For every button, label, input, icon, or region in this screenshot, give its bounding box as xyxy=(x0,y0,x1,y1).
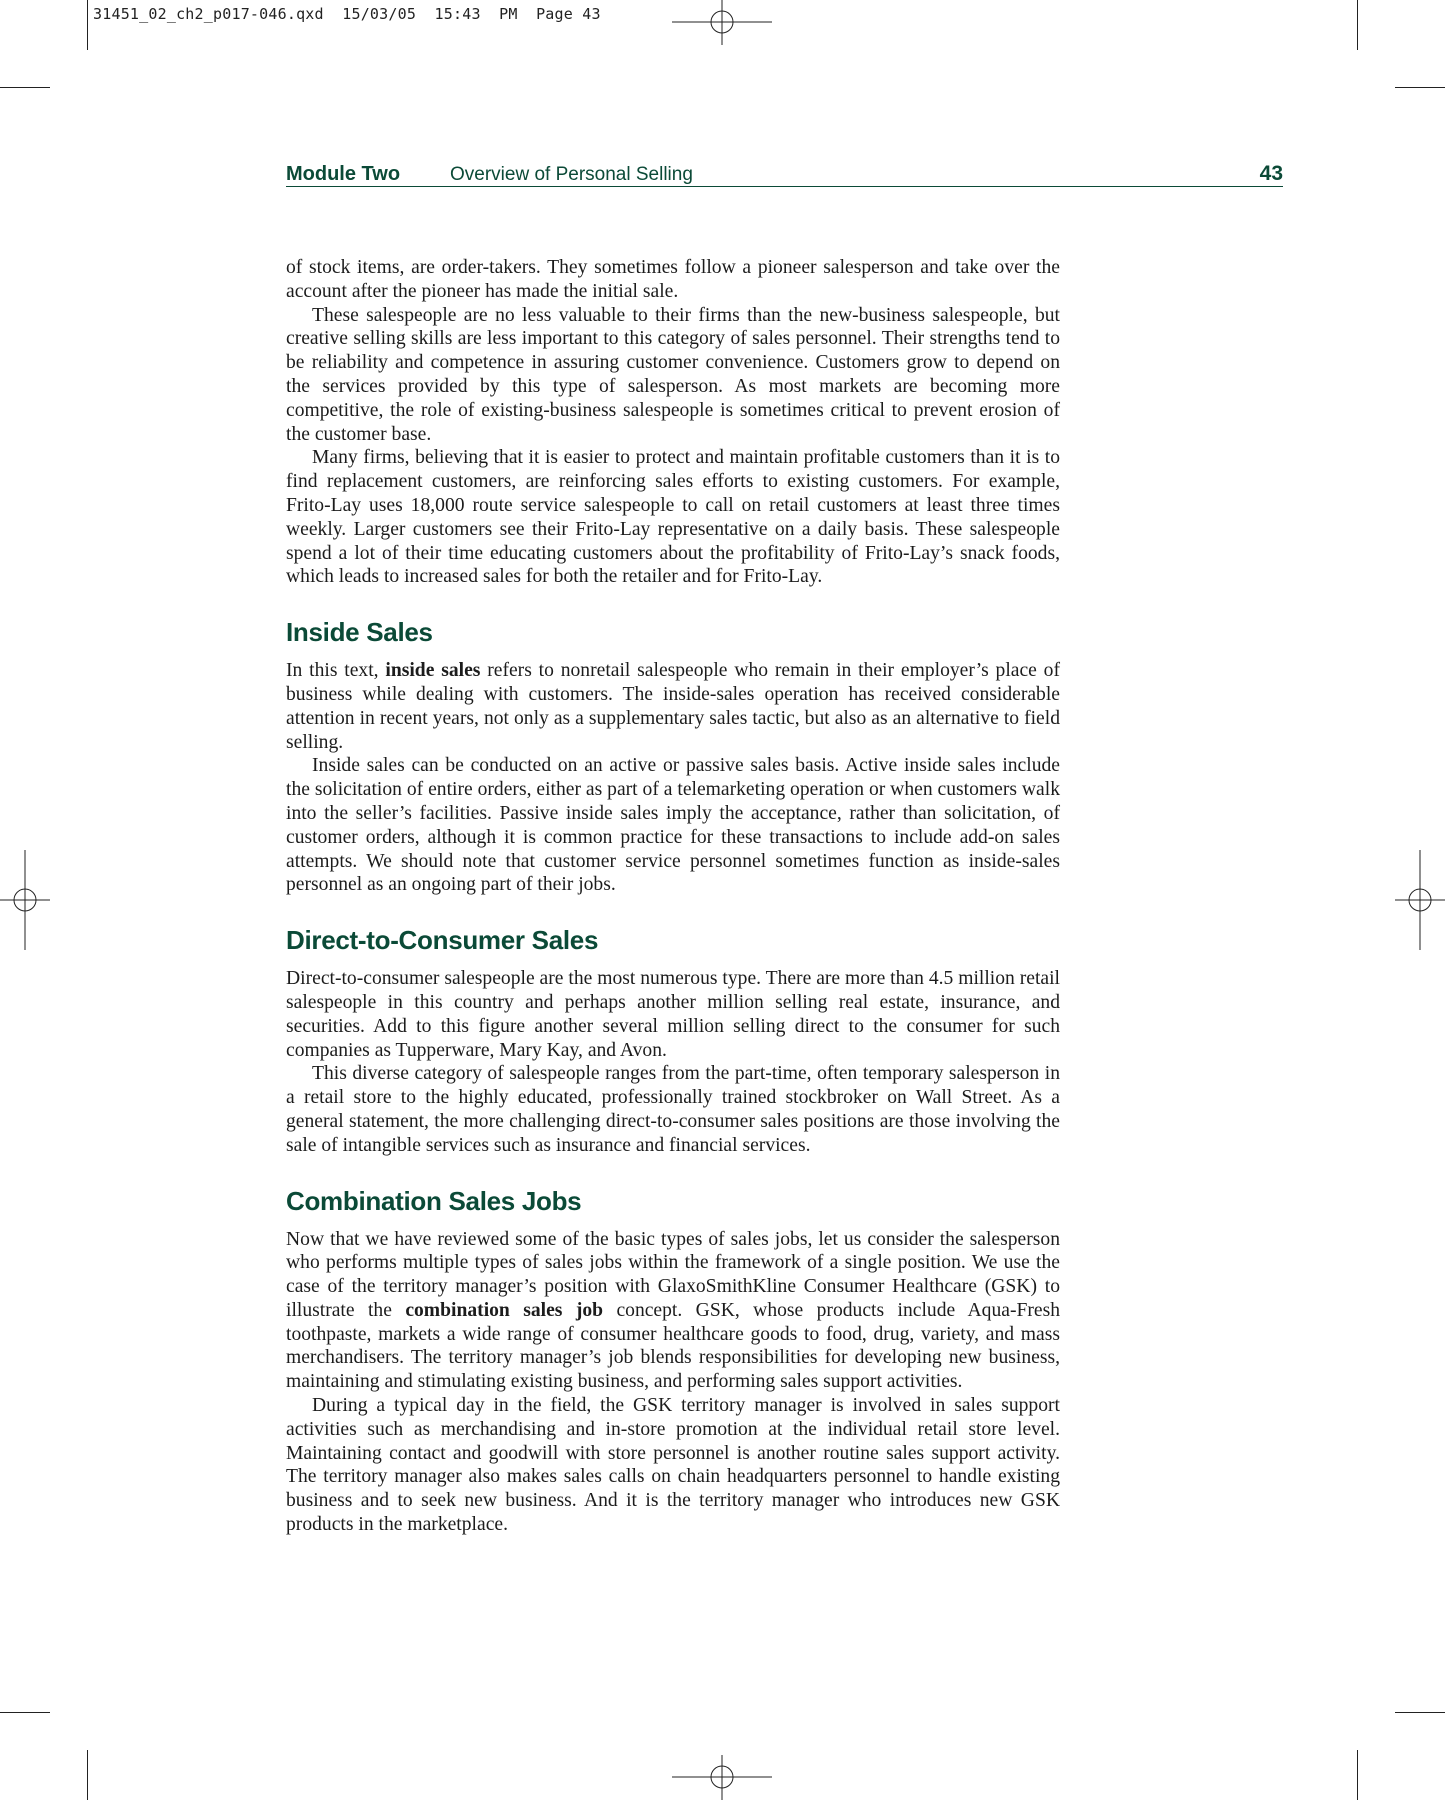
combination-sales-p1-rest: concept. GSK, whose products include Aqua-Fresh toothpaste, markets a wide range of consumer healthcare goods to food, drug, variety, and mass merchandisers. The territory manager’s job blends responsibilities for developing new business, maintaining and stimulating existing business, and performing sales support activities. xyxy=(286,1299,1061,1393)
combination-sales-paragraph-2: During a typical day in the field, the GSK territory manager is involved in sales support activities such as merchandising and in-store promotion at the individual retail store level. Maintaining contact and goodwill with store personnel is another routine sales support activity. The territory manager also makes sales calls on chain headquarters personnel to handle existing business and to seek new business. And it is the territory manager who introduces new GSK products in the marketplace. xyxy=(286,1395,1060,1536)
crop-mark-top-left-vertical xyxy=(87,0,88,50)
intro-paragraph-1: of stock items, are order-takers. They sometimes follow a pioneer salesperson and take over the account after the pioneer has made the initial sale. xyxy=(286,257,1060,302)
crop-mark-bottom-right-vertical xyxy=(1357,1750,1358,1800)
inside-sales-paragraph-1 xyxy=(286,659,1060,754)
crop-mark-bottom-left-vertical xyxy=(87,1750,88,1800)
inside-sales-p1-lead: In this text, xyxy=(286,660,386,682)
intro-paragraph-2: These salespeople are no less valuable to their firms than the new-business salespeople, but creative selling skills are less important to this category of sales personnel. Their strengths tend to be reliability and competence in assuring customer convenience. Customers grow to depend on the services provided by this type of salesperson. As most markets are becoming more competitive, the role of existing-business salespeople is sometimes critical to prevent erosion of the customer base. xyxy=(286,304,1060,445)
inside-sales-heading: Inside Sales xyxy=(286,617,433,648)
crop-mark-bottom-right-horizontal xyxy=(1395,1712,1445,1713)
crop-mark-top-right-horizontal xyxy=(1395,87,1445,88)
registration-mark-left-icon xyxy=(0,850,50,950)
intro-paragraph-3: Many firms, believing that it is easier to protect and maintain profitable customers than it is to find replacement customers, are reinforcing sales efforts to existing customers. For example, Frito-Lay uses 18,000 route service salespeople to call on retail customers at least three times weekly. Larger customers see their Frito-Lay representative on a daily basis. These salespeople spend a lot of their time educating customers about the profitability of Frito-Lay’s snack foods, which leads to increased sales for both the retailer and for Frito-Lay. xyxy=(286,447,1060,588)
print-slug-line: 31451_02_ch2_p017-046.qxd 15/03/05 15:43 PM Page 43 xyxy=(93,5,601,23)
combination-sales-heading: Combination Sales Jobs xyxy=(286,1185,582,1216)
combination-sales-p1-lead: Now that we have reviewed some of the basic types of sales jobs, let us consider the salesperson who performs multiple types of sales jobs within the framework of a single position. We use the case of the territory manager’s position with GlaxoSmithKline Consumer Healthcare (GSK) to illustrate the xyxy=(286,1228,1060,1321)
inside-sales-paragraph-2: Inside sales can be conducted on an active or passive sales basis. Active inside sales include the solicitation of entire orders, either as part of a telemarketing operation or when customers walk into the seller’s facilities. Passive inside sales imply the acceptance, rather than solicitation, of customer orders, although it is common practice for these transactions to include add-on sales attempts. We should note that customer service personnel sometimes function as inside-sales personnel as an ongoing part of their jobs. xyxy=(286,755,1060,896)
inside-sales-p1-rest: refers to nonretail salespeople who remain in their employer’s place of business while dealing with customers. The inside-sales operation has received considerable attention in recent years, not only as a supplementary sales tactic, but also as an alternative to field selling. xyxy=(286,660,1060,753)
running-head-title: Overview of Personal Selling xyxy=(450,164,693,185)
registration-mark-bottom-icon xyxy=(672,1755,772,1800)
crop-mark-bottom-left-horizontal xyxy=(0,1712,50,1713)
direct-sales-heading: Direct-to-Consumer Sales xyxy=(286,925,599,956)
registration-mark-top-icon xyxy=(672,0,772,45)
running-head xyxy=(286,160,1283,187)
direct-sales-paragraph-2: This diverse category of salespeople ranges from the part-time, often temporary salesperson in a retail store to the highly educated, professionally trained stockbroker on Wall Street. As a general statement, the more challenging direct-to-consumer sales positions are those involving the sale of intangible services such as insurance and financial services. xyxy=(286,1063,1060,1156)
crop-mark-top-right-vertical xyxy=(1357,0,1358,50)
inside-sales-key-term: inside sales xyxy=(385,660,481,682)
combination-sales-key-term: combination sales job xyxy=(405,1299,604,1321)
combination-sales-paragraph-1 xyxy=(286,1228,1060,1395)
page-body xyxy=(286,256,1060,1537)
running-head-module: Module Two xyxy=(286,163,401,185)
registration-mark-right-icon xyxy=(1395,850,1445,950)
direct-sales-paragraph-1: Direct-to-consumer salespeople are the most numerous type. There are more than 4.5 million retail salespeople in this country and perhaps another million selling real estate, insurance, and securities. Add to this figure another several million selling direct to the consumer for such companies as Tupperware, Mary Kay, and Avon. xyxy=(286,968,1060,1061)
page-number: 43 xyxy=(1259,162,1283,185)
crop-mark-top-left-horizontal xyxy=(0,87,50,88)
